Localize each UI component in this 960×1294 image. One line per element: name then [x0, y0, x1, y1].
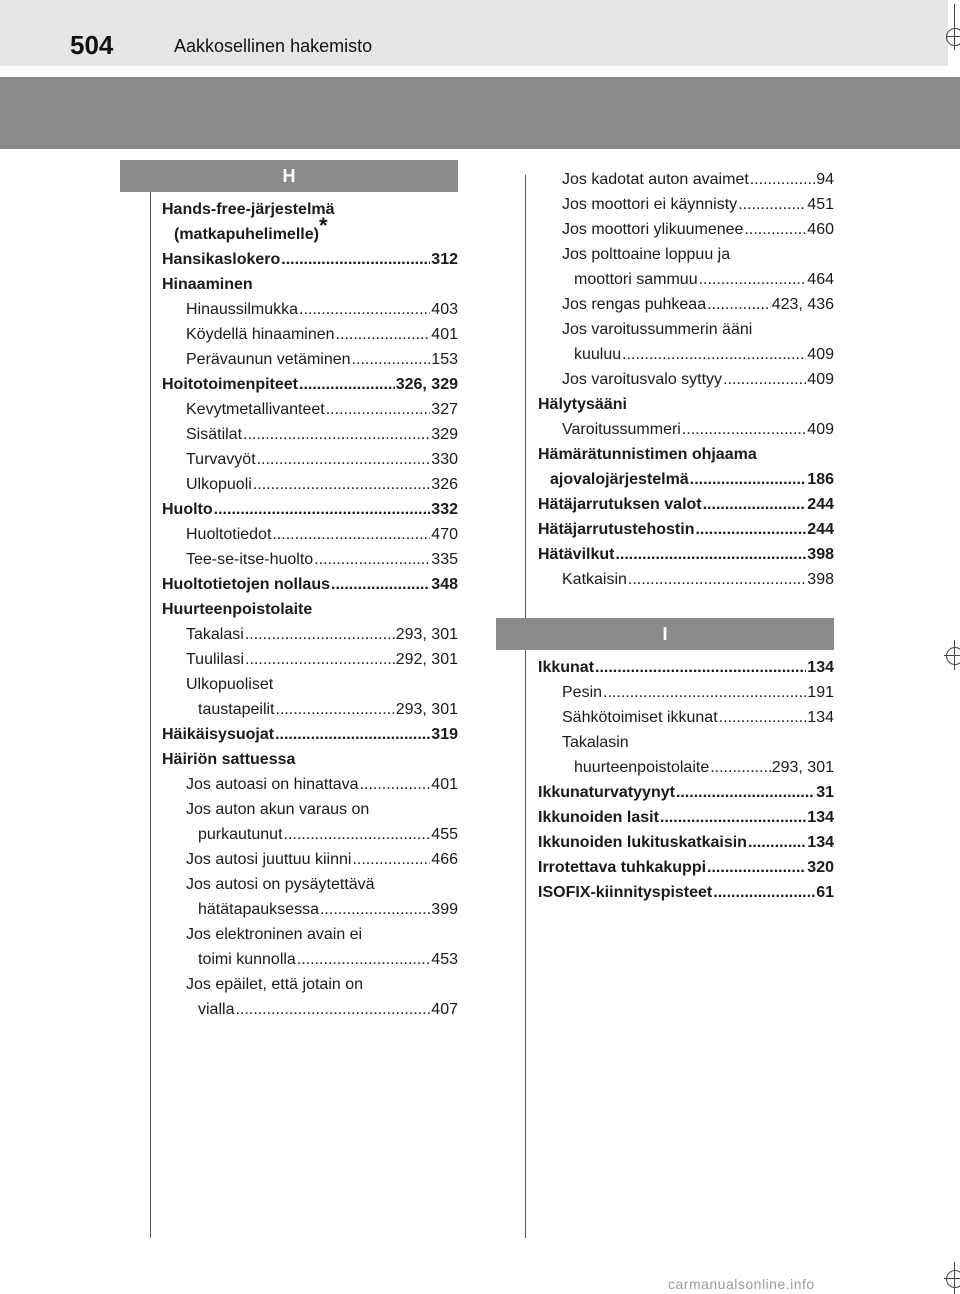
- entry-page: 134: [807, 834, 834, 851]
- entry-page: 348: [431, 576, 458, 593]
- index-entry: [162, 472, 458, 497]
- entry-text: Huurteenpoistolaite: [162, 601, 313, 618]
- entry-text: Hansikaslokero: [162, 251, 281, 268]
- entry-page: 453: [431, 951, 458, 968]
- index-entry: [162, 297, 458, 322]
- dot-leader: [314, 547, 430, 572]
- dot-leader: [707, 292, 771, 317]
- entry-text: Hätäjarrutuksen valot: [538, 496, 702, 513]
- entry-text: Tee-se-itse-huolto: [186, 551, 314, 568]
- entry-page: 244: [807, 521, 834, 538]
- index-entry: [538, 805, 834, 830]
- index-entry: [538, 442, 834, 467]
- index-entry: [538, 705, 834, 730]
- dot-leader: [360, 772, 431, 797]
- entry-text: taustapeilit: [198, 701, 275, 718]
- index-entry: [162, 522, 458, 547]
- entry-page: 401: [431, 326, 458, 343]
- index-entry: [538, 417, 834, 442]
- entry-text: kuuluu: [574, 346, 622, 363]
- entry-text: Jos autoasi on hinattava: [186, 776, 359, 793]
- index-entry: [162, 797, 458, 822]
- index-entry: [162, 647, 458, 672]
- entry-text: Jos kadotat auton avaimet: [562, 171, 749, 188]
- dot-leader: [699, 267, 807, 292]
- entry-text: Takalasi: [186, 626, 244, 643]
- index-entry: [162, 672, 458, 697]
- dot-leader: [331, 572, 430, 597]
- dot-leader: [299, 372, 395, 397]
- dot-leader: [297, 947, 430, 972]
- index-column-left: [162, 160, 458, 1022]
- index-entry: [162, 197, 458, 222]
- index-entry: [538, 655, 834, 680]
- entry-text: Hoitotoimenpiteet: [162, 376, 298, 393]
- entry-page: 407: [431, 1001, 458, 1018]
- entry-page: 401: [431, 776, 458, 793]
- entry-page: 409: [807, 371, 834, 388]
- index-entry: [538, 292, 834, 317]
- dot-leader: [275, 722, 430, 747]
- entry-page: 335: [431, 551, 458, 568]
- index-entry: [538, 755, 834, 780]
- entry-page: 293, 301: [771, 759, 834, 776]
- entry-text: Hätäjarrutustehostin: [538, 521, 695, 538]
- entry-page: 403: [431, 301, 458, 318]
- entry-text: Hämärätunnistimen ohjaama: [538, 446, 757, 463]
- entry-text: Jos moottori ei käynnisty: [562, 196, 738, 213]
- column-rule-left: [150, 190, 151, 1238]
- registration-mark: [946, 647, 960, 665]
- section-header-h: H: [120, 160, 458, 192]
- index-entry: [162, 447, 458, 472]
- dot-leader: [243, 422, 430, 447]
- entry-text: Ulkopuoliset: [186, 676, 274, 693]
- entry-page: 326, 329: [395, 376, 458, 393]
- section-header-i: I: [496, 618, 834, 650]
- entry-text: Jos varoitusvalo syttyy: [562, 371, 723, 388]
- entry-text: Ikkunat: [538, 659, 595, 676]
- index-entry: [162, 422, 458, 447]
- index-entry: [162, 322, 458, 347]
- index-entry: [162, 847, 458, 872]
- index-entry: [162, 272, 458, 297]
- dot-leader: [719, 705, 807, 730]
- entry-page: 398: [807, 546, 834, 563]
- dot-leader: [272, 522, 430, 547]
- entry-text: purkautunut: [198, 826, 283, 843]
- entry-page: 320: [807, 859, 834, 876]
- index-entry: [538, 680, 834, 705]
- page-number: 504: [70, 30, 114, 60]
- entry-text: Köydellä hinaaminen: [186, 326, 335, 343]
- entry-page: 398: [807, 571, 834, 588]
- index-column-right: [538, 167, 834, 905]
- dot-leader: [615, 542, 806, 567]
- entry-text: Jos elektroninen avain ei: [186, 926, 363, 943]
- dot-leader: [281, 247, 430, 272]
- entry-page: 134: [807, 709, 834, 726]
- entry-page: 292, 301: [395, 651, 458, 668]
- entry-text: Ikkunaturvatyynyt: [538, 784, 675, 801]
- index-entry: [538, 567, 834, 592]
- entry-page: 409: [807, 421, 834, 438]
- index-entry: [162, 213, 458, 247]
- entry-text: Jos rengas puhkeaa: [562, 296, 707, 313]
- header-band: [0, 77, 960, 149]
- index-entry: [162, 547, 458, 572]
- entry-page: 330: [431, 451, 458, 468]
- entry-text: Sähkötoimiset ikkunat: [562, 709, 718, 726]
- entry-text: Jos auton akun varaus on: [186, 801, 370, 818]
- dot-leader: [214, 497, 431, 522]
- entry-text: Hätävilkut: [538, 546, 615, 563]
- entry-page: 327: [431, 401, 458, 418]
- dot-leader: [235, 997, 430, 1022]
- dot-leader: [245, 622, 395, 647]
- index-entry: [162, 347, 458, 372]
- index-entry: [538, 267, 834, 292]
- entry-text: Jos autosi juuttuu kiinni: [186, 851, 352, 868]
- index-entry: [162, 722, 458, 747]
- registration-mark: [946, 1270, 960, 1288]
- index-entry: [538, 342, 834, 367]
- entry-page: 464: [807, 271, 834, 288]
- entry-text: toimi kunnolla: [198, 951, 296, 968]
- entry-text: Jos epäilet, että jotain on: [186, 976, 364, 993]
- entry-text: (matkapuhelimelle): [174, 226, 319, 243]
- entry-text: Huolto: [162, 501, 213, 518]
- column-rule-right: [525, 175, 526, 1238]
- index-entries-i: [538, 655, 834, 905]
- dot-leader: [690, 467, 807, 492]
- entry-page: 244: [807, 496, 834, 513]
- index-entries-h-continued: [538, 167, 834, 592]
- entry-page: 399: [431, 901, 458, 918]
- dot-leader: [622, 342, 806, 367]
- entry-page: 319: [431, 726, 458, 743]
- entry-text: ISOFIX-kiinnityspisteet: [538, 884, 713, 901]
- entry-text: Jos autosi on pysäytettävä: [186, 876, 375, 893]
- dot-leader: [257, 447, 431, 472]
- dot-leader: [276, 697, 395, 722]
- index-entry: [162, 822, 458, 847]
- index-entry: [538, 367, 834, 392]
- dot-leader: [682, 417, 806, 442]
- index-entry: [162, 997, 458, 1022]
- index-entry: [538, 880, 834, 905]
- index-entry: [162, 622, 458, 647]
- dot-leader: [748, 830, 806, 855]
- index-entry: [538, 392, 834, 417]
- entry-page: 409: [807, 346, 834, 363]
- index-entry: [538, 830, 834, 855]
- entry-text: Hands-free-järjestelmä: [162, 201, 335, 218]
- entry-page: 61: [816, 884, 834, 901]
- index-entry: [162, 747, 458, 772]
- entry-page: 293, 301: [395, 701, 458, 718]
- entry-page: 94: [816, 171, 834, 188]
- dot-leader: [336, 322, 431, 347]
- entry-text: Hinaussilmukka: [186, 301, 299, 318]
- entry-page: 134: [807, 659, 834, 676]
- entry-page: 191: [807, 684, 834, 701]
- entry-text: Katkaisin: [562, 571, 627, 588]
- index-entry: [538, 730, 834, 755]
- entry-text: Kevytmetallivanteet: [186, 401, 325, 418]
- index-entry: [538, 217, 834, 242]
- dot-leader: [676, 780, 815, 805]
- entry-text: Häiriön sattuessa: [162, 751, 296, 768]
- index-entry: [162, 597, 458, 622]
- dot-leader: [713, 880, 815, 905]
- dot-leader: [253, 472, 430, 497]
- dot-leader: [320, 897, 430, 922]
- watermark: carmanualsonline.info: [668, 1276, 815, 1292]
- entry-page: 423, 436: [771, 296, 834, 313]
- entry-page: 470: [431, 526, 458, 543]
- index-entry: [538, 517, 834, 542]
- index-entry: [162, 872, 458, 897]
- entry-page: 466: [431, 851, 458, 868]
- entry-text: Ulkopuoli: [186, 476, 252, 493]
- entry-text: huurteenpoistolaite: [574, 759, 710, 776]
- dot-leader: [660, 805, 806, 830]
- entry-text: moottori sammuu: [574, 271, 698, 288]
- index-entry: [162, 397, 458, 422]
- entry-text: Hinaaminen: [162, 276, 253, 293]
- header-bar: [0, 0, 948, 66]
- index-entry: [538, 855, 834, 880]
- dot-leader: [352, 347, 431, 372]
- entry-page: 332: [431, 501, 458, 518]
- dot-leader: [603, 680, 806, 705]
- entry-page: 451: [807, 196, 834, 213]
- entry-text: Sisätilat: [186, 426, 243, 443]
- entry-text: Pesin: [562, 684, 603, 701]
- entry-text: Jos moottori ylikuumenee: [562, 221, 744, 238]
- entry-text: Huoltotietojen nollaus: [162, 576, 330, 593]
- index-entry: [162, 497, 458, 522]
- dot-leader: [703, 492, 807, 517]
- entry-text: Ikkunoiden lasit: [538, 809, 659, 826]
- dot-leader: [750, 167, 815, 192]
- entry-text: Jos varoitussummerin ääni: [562, 321, 753, 338]
- dot-leader: [299, 297, 430, 322]
- entry-text: Turvavyöt: [186, 451, 256, 468]
- index-entry: [538, 542, 834, 567]
- dot-leader: [710, 755, 771, 780]
- index-entry: [162, 247, 458, 272]
- index-entry: [538, 317, 834, 342]
- dot-leader: [245, 647, 395, 672]
- entry-text: Ikkunoiden lukituskatkaisin: [538, 834, 747, 851]
- entry-page: 455: [431, 826, 458, 843]
- index-entry: [538, 492, 834, 517]
- dot-leader: [695, 517, 806, 542]
- entry-page: 134: [807, 809, 834, 826]
- index-entry: [538, 780, 834, 805]
- dot-leader: [707, 855, 806, 880]
- dot-leader: [744, 217, 806, 242]
- dot-leader: [628, 567, 806, 592]
- entry-text: vialla: [198, 1001, 235, 1018]
- index-entry: [162, 372, 458, 397]
- dot-leader: [352, 847, 430, 872]
- entry-text: Perävaunun vetäminen: [186, 351, 351, 368]
- entry-page: 153: [431, 351, 458, 368]
- chapter-title: Aakkosellinen hakemisto: [174, 36, 373, 56]
- dot-leader: [595, 655, 806, 680]
- entry-text: Irrotettava tuhkakuppi: [538, 859, 707, 876]
- index-entry: [162, 972, 458, 997]
- entry-page: 460: [807, 221, 834, 238]
- entry-page: 186: [807, 471, 834, 488]
- entry-text: Tuulilasi: [186, 651, 245, 668]
- entry-text: Hälytysääni: [538, 396, 627, 413]
- registration-mark: [946, 28, 960, 46]
- entry-page: 31: [816, 784, 834, 801]
- index-entries-h: [162, 197, 458, 1022]
- entry-page: 329: [431, 426, 458, 443]
- index-entry: [162, 897, 458, 922]
- entry-text: Takalasin: [562, 734, 629, 751]
- entry-text: Huoltotiedot: [186, 526, 272, 543]
- index-entry: [162, 922, 458, 947]
- index-entry: [538, 167, 834, 192]
- entry-page: 293, 301: [395, 626, 458, 643]
- entry-text: Jos polttoaine loppuu ja: [562, 246, 731, 263]
- entry-text: Varoitussummeri: [562, 421, 681, 438]
- index-entry: [538, 192, 834, 217]
- dot-leader: [326, 397, 431, 422]
- entry-text: hätätapauksessa: [198, 901, 319, 918]
- dot-leader: [738, 192, 806, 217]
- index-entry: [538, 467, 834, 492]
- entry-page: 312: [431, 251, 458, 268]
- entry-page: 326: [431, 476, 458, 493]
- index-entry: [162, 572, 458, 597]
- index-entry: [162, 947, 458, 972]
- entry-text: ajovalojärjestelmä: [550, 471, 689, 488]
- index-entry: [538, 242, 834, 267]
- index-entry: [162, 697, 458, 722]
- dot-leader: [284, 822, 431, 847]
- footnote-mark: *: [318, 213, 328, 238]
- index-entry: [162, 772, 458, 797]
- dot-leader: [723, 367, 806, 392]
- entry-text: Häikäisysuojat: [162, 726, 275, 743]
